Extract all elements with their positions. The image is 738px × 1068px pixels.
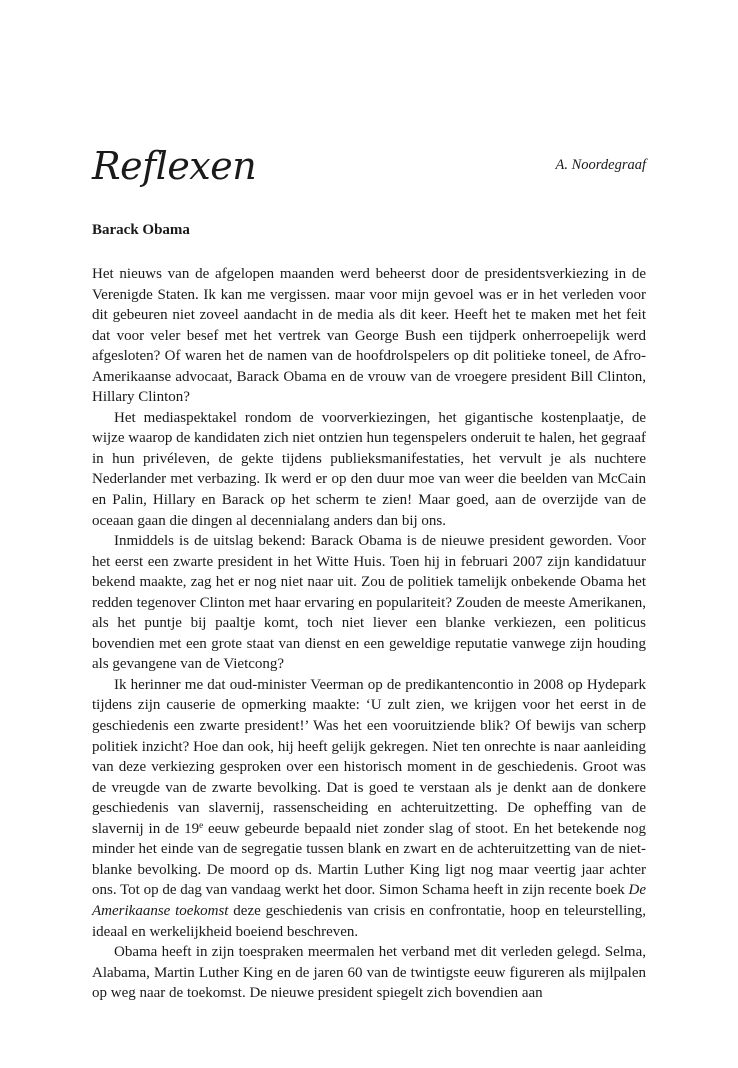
paragraph-3: Inmiddels is de uitslag bekend: Barack Obama is de nieuwe president geworden. Voor het eerst een zwarte president in het Witte Huis. Toen hij in februari 2007 zijn kandidatuur bekend maakte, zag het er nog niet naar uit. Zou de politiek tamelijk onbekende Obama het redden tegenover Clinton met haar ervaring en populariteit? Zouden de meeste Amerikanen, als het puntje bij paaltje komt, toch niet liever een blanke verkiezen, een politicus bovendien met een grote staat van dienst en een geweldige reputatie vanwege zijn houding als gevangene van de Vietcong? <box>92 533 646 673</box>
section-heading: Barack Obama <box>92 222 190 238</box>
column-header <box>92 140 646 188</box>
paragraph-5: Obama heeft in zijn toespraken meermalen het verband met dit verleden gelegd. Selma, Alabama, Martin Luther King en de jaren 60 van de twintigste eeuw figureren als mijlpalen op weg naar de toekomst. De nieuwe president spiegelt zich bovendien aan <box>92 944 646 1002</box>
paragraph-4-part-b: eeuw gebeurde bepaald niet zonder slag of stoot. En het betekende nog minder het einde van de segregatie tussen blank en zwart en de achteruitzetting van de niet-blanke bevolking. De moord op ds. Martin Luther King ligt nog maar veertig jaar achter ons. Tot op de dag van vandaag werkt het door. Simon Schama heeft in zijn recente boek <box>92 820 646 899</box>
author-name: A. Noordegraaf <box>555 157 646 173</box>
paragraph-4-part-a: Ik herinner me dat oud-minister Veerman op de predikantencontio in 2008 op Hydepark tijdens zijn causerie de opmerking maakte: ‘U zult zien, we krijgen voor het eerst in de geschiedenis een zwarte president!’ Was het een vooruitziende blik? Of bewijs van scherp politiek inzicht? Hoe dan ook, hij heeft gelijk gekregen. Niet ten onrechte is naar aanleiding van deze verkiezing gesproken over een historisch moment in de geschiedenis. Groot was de vreugde van de zwarte bevolking. Dat is goed te verstaan als je denkt aan de donkere geschiedenis van slavernij, rassenscheiding en achteruitzetting. De opheffing van de slavernij in de 19 <box>92 676 646 837</box>
paragraph-4-part-c: deze geschiedenis van crisis en confrontatie, hoop en teleurstelling, ideaal en werkelijkheid boeiend beschreven. <box>92 902 646 940</box>
document-page <box>92 140 646 1004</box>
paragraph-2: Het mediaspektakel rondom de voorverkiezingen, het gigantische kostenplaatje, de wijze waarop de kandidaten zich niet ontzien hun tegenspelers onderuit te halen, het gegraaf in hun privéleven, de gekte tijdens publieksmanifestaties, het vervult je als nuchtere Nederlander met verbazing. Ik werd er op den duur moe van weer die beelden van McCain en Palin, Hillary en Barack op het scherm te zien! Maar goed, aan de overzijde van de oceaan gaan die dingen al decennialang anders dan bij ons. <box>92 409 646 529</box>
paragraph-4 <box>92 675 646 942</box>
book-title: De Amerikaanse toekomst <box>92 882 646 919</box>
paragraph-1: Het nieuws van de afgelopen maanden werd beheerst door de presidentsverkiezing in de Verenigde Staten. Ik kan me vergissen. maar voor mijn gevoel was er in het verleden voor dit gebeuren niet zoveel aandacht in de media als dit keer. Heeft het te maken met het feit dat voor veler besef met het vertrek van George Bush een tijdperk onherroepelijk werd afgesloten? Of waren het de namen van de hoofdrolspelers op dit politieke toneel, de Afro-Amerikaanse advocaat, Barack Obama en de vrouw van de vroegere president Bill Clinton, Hillary Clinton? <box>92 266 646 406</box>
article-body <box>92 264 646 1004</box>
column-title: Reflexen <box>92 144 257 188</box>
century-superscript: e <box>199 819 204 830</box>
